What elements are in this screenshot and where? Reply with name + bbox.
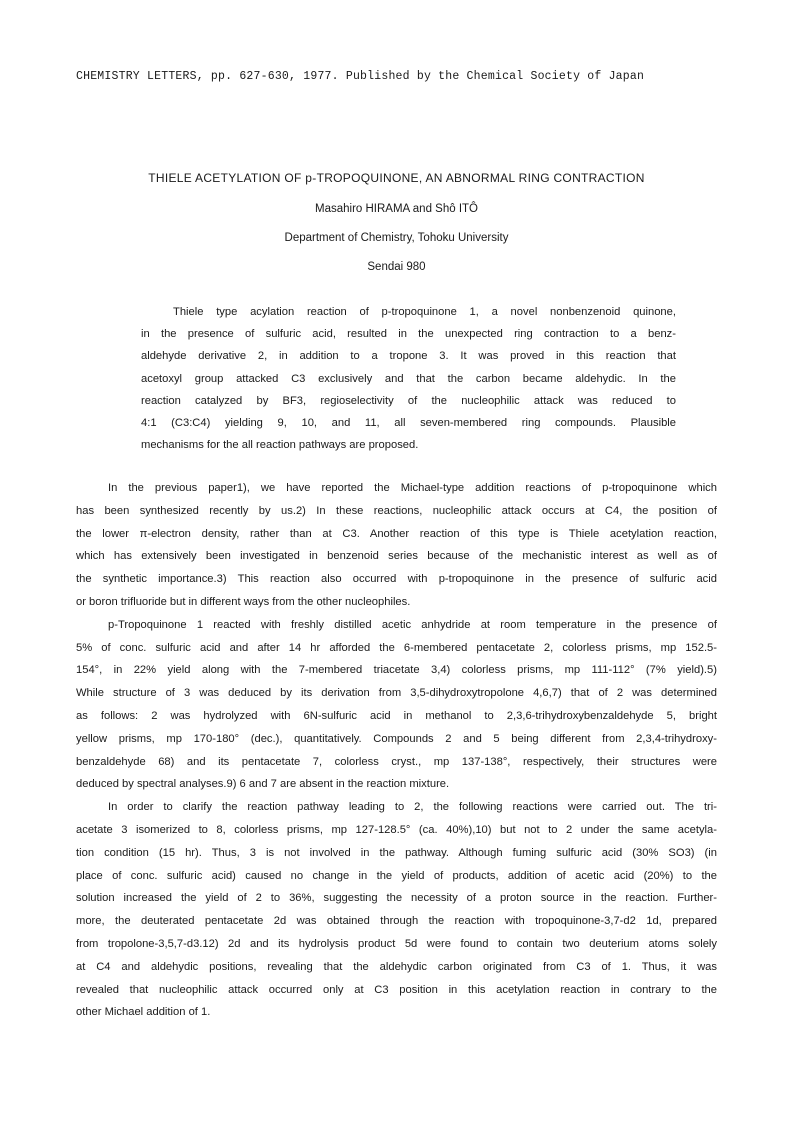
body-line: other Michael addition of 1. bbox=[76, 1006, 211, 1019]
abstract-line: 4:1 (C3:C4) yielding 9, 10, and 11, all seven-membered ring compounds. Plausible bbox=[141, 417, 676, 430]
body-line: benzaldehyde 68) and its pentacetate 7, colorless cryst., mp 137-138°, respectively, their structures were bbox=[76, 755, 717, 768]
body-text bbox=[76, 477, 717, 1024]
body-line: or boron trifluoride but in different ways from the other nucleophiles. bbox=[76, 595, 411, 608]
body-line: In the previous paper1), we have reported the Michael-type addition reactions of p-tropoquinone which bbox=[108, 482, 717, 494]
location: Sendai 980 bbox=[367, 261, 426, 273]
abstract-line: mechanisms for the all reaction pathways are proposed. bbox=[141, 439, 419, 452]
body-line: p-Tropoquinone 1 reacted with freshly distilled acetic anhydride at room temperature in the presence of bbox=[108, 618, 717, 631]
body-line: solution increased the yield of 2 to 36%, suggesting the necessity of a proton source in the reaction. Further- bbox=[76, 892, 717, 905]
body-line: has been synthesized recently by us.2) In these reactions, nucleophilic attack occurs at C4, the position of bbox=[76, 504, 717, 517]
body-line: the synthetic importance.3) This reaction also occurred with p-tropoquinone in the presence of sulfuric acid bbox=[76, 573, 717, 586]
paper-title: THIELE ACETYLATION OF p-TROPOQUINONE, AN ABNORMAL RING CONTRACTION bbox=[148, 171, 645, 185]
abstract-line: acetoxyl group attacked C3 exclusively and that the carbon became aldehydic. In the bbox=[141, 372, 676, 385]
body-line: from tropolone-3,5,7-d3.12) 2d and its hydrolysis product 5d were found to contain two deuterium atoms solely bbox=[76, 937, 717, 950]
body-line: which has extensively been investigated in benzenoid series because of the mechanistic interest as well as of bbox=[76, 550, 717, 563]
abstract-line: reaction catalyzed by BF3, regioselectivity of the nucleophilic attack was reduced to bbox=[141, 394, 676, 407]
body-line: the lower π-electron density, rather than at C3. Another reaction of this type is Thiele acetylation reaction, bbox=[76, 527, 717, 540]
body-line: revealed that nucleophilic attack occurred only at C3 position in this acetylation reaction in contrary to the bbox=[76, 983, 717, 996]
body-line: 5% of conc. sulfuric acid and after 14 hr afforded the 6-membered pentacetate 2, colorless prisms, mp 152.5- bbox=[76, 641, 717, 654]
abstract-line: Thiele type acylation reaction of p-tropoquinone 1, a novel nonbenzenoid quinone, bbox=[173, 306, 676, 318]
body-line: In order to clarify the reaction pathway leading to 2, the following reactions were carried out. The tri- bbox=[108, 801, 717, 814]
body-line: as follows: 2 was hydrolyzed with 6N-sulfuric acid in methanol to 2,3,6-trihydroxybenzaldehyde 5, bright bbox=[76, 709, 717, 722]
body-line: at C4 and aldehydic positions, revealing that the aldehydic carbon originated from C3 of 1. Thus, it was bbox=[76, 960, 717, 973]
body-line: yellow prisms, mp 170-180° (dec.), quantitatively. Compounds 2 and 5 being different from 2,3,4-trihydroxy- bbox=[76, 732, 717, 745]
body-line: place of conc. sulfuric acid) caused no change in the yield of products, addition of acetic acid (20%) to the bbox=[76, 869, 717, 882]
abstract-line: aldehyde derivative 2, in addition to a tropone 3. It was proved in this reaction that bbox=[141, 350, 676, 363]
body-line: acetate 3 isomerized to 8, colorless prisms, mp 127-128.5° (ca. 40%),10) but not to 2 under the same acetyla- bbox=[76, 823, 717, 836]
authors: Masahiro HIRAMA and Shô ITÔ bbox=[315, 203, 478, 215]
body-line: 154°, in 22% yield along with the 7-membered triacetate 3,4) colorless prisms, mp 111-112° (7% yield).5) bbox=[76, 664, 717, 677]
body-line: more, the deuterated pentacetate 2d was obtained through the reaction with tropoquinone-3,7-d2 1d, prepared bbox=[76, 915, 717, 928]
affiliation: Department of Chemistry, Tohoku University bbox=[284, 232, 509, 244]
abstract-line: in the presence of sulfuric acid, resulted in the unexpected ring contraction to a benz- bbox=[141, 328, 676, 341]
body-line: deduced by spectral analyses.9) 6 and 7 are absent in the reaction mixture. bbox=[76, 778, 450, 791]
body-line: While structure of 3 was deduced by its derivation from 3,5-dihydroxytropolone 4,6,7) that of 2 was determined bbox=[76, 687, 717, 700]
body-line: tion condition (15 hr). Thus, 3 is not involved in the pathway. Although fuming sulfuric acid (30% SO3) (in bbox=[76, 846, 717, 859]
abstract bbox=[141, 301, 676, 456]
running-head: CHEMISTRY LETTERS, pp. 627-630, 1977. Published by the Chemical Society of Japan bbox=[76, 70, 645, 83]
